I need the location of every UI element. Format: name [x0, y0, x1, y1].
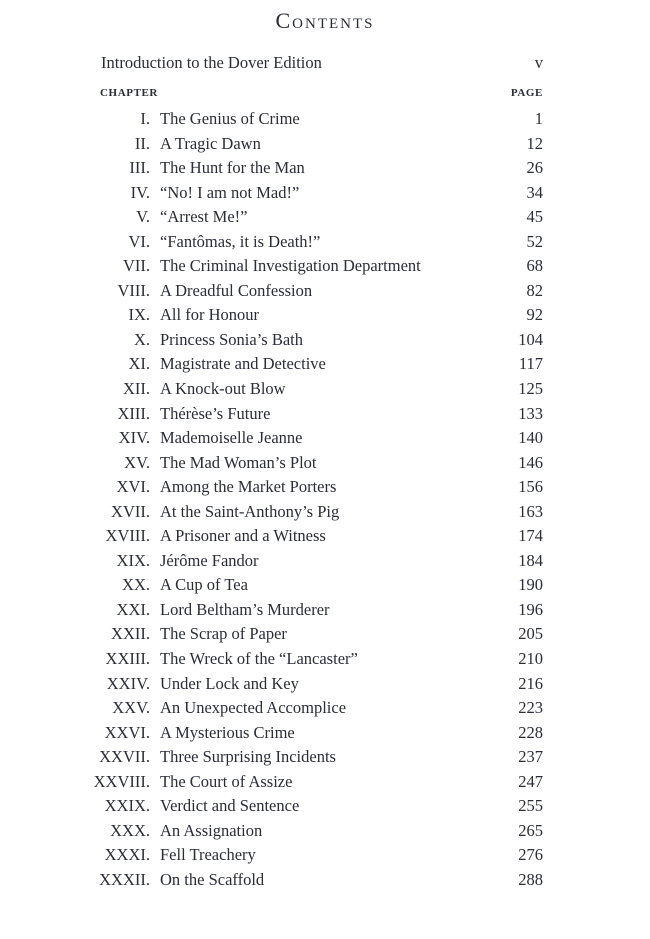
chapter-page-number: 140	[518, 428, 543, 448]
chapter-title: The Court of Assize	[160, 771, 293, 791]
chapter-numeral: XXXI.	[104, 845, 150, 865]
chapter-page-number: 146	[518, 452, 543, 472]
chapter-numeral: X.	[133, 329, 150, 349]
column-headers-row	[100, 87, 543, 99]
toc-row	[0, 205, 543, 230]
chapter-page-number: 190	[518, 575, 543, 595]
chapter-page-number: 104	[518, 329, 543, 349]
chapter-title: “No! I am not Mad!”	[160, 182, 300, 202]
chapter-page-number: 237	[518, 747, 543, 767]
chapter-title: A Prisoner and a Witness	[160, 526, 326, 546]
toc-row	[0, 107, 543, 132]
chapter-page-number: 210	[518, 649, 543, 669]
chapter-page-number: 174	[518, 526, 543, 546]
toc-row	[0, 475, 543, 500]
chapter-title: Verdict and Sentence	[160, 796, 300, 816]
chapter-page-number: 92	[526, 305, 543, 325]
chapter-numeral: XVIII.	[105, 526, 150, 546]
front-matter-row	[101, 53, 543, 73]
chapter-title: At the Saint-Anthony’s Pig	[160, 501, 340, 521]
chapter-page-number: 205	[518, 624, 543, 644]
toc-row	[0, 402, 543, 427]
chapter-title: A Mysterious Crime	[160, 722, 295, 742]
toc-row	[0, 156, 543, 181]
chapter-title: Under Lock and Key	[160, 673, 299, 693]
toc-row	[0, 132, 543, 157]
toc-row	[0, 451, 543, 476]
toc-row	[0, 549, 543, 574]
toc-row	[0, 181, 543, 206]
toc-row	[0, 524, 543, 549]
chapter-title: Three Surprising Incidents	[160, 747, 336, 767]
front-matter-label: Introduction to the Dover Edition	[101, 53, 322, 72]
chapter-title: An Unexpected Accomplice	[160, 698, 347, 718]
toc-row	[0, 770, 543, 795]
chapter-numeral: XIII.	[117, 403, 150, 423]
chapter-page-number: 34	[526, 182, 543, 202]
toc-row	[0, 500, 543, 525]
chapter-numeral: XXX.	[110, 820, 150, 840]
chapter-title: The Scrap of Paper	[160, 624, 287, 644]
toc-row	[0, 279, 543, 304]
toc-row	[0, 721, 543, 746]
page-title: Contents	[275, 8, 375, 33]
chapter-title: The Genius of Crime	[160, 109, 300, 128]
toc-row	[0, 745, 543, 770]
chapter-numeral: VIII.	[117, 280, 150, 300]
chapter-title: Princess Sonia’s Bath	[160, 329, 303, 349]
toc-row	[0, 352, 543, 377]
chapter-title: A Tragic Dawn	[160, 133, 261, 153]
chapter-title: Magistrate and Detective	[160, 354, 326, 374]
chapter-page-number: 117	[518, 354, 543, 374]
chapter-numeral: XXIV.	[106, 673, 150, 693]
chapter-numeral: I.	[140, 109, 150, 128]
chapter-title: The Wreck of the “Lancaster”	[160, 649, 358, 669]
chapter-title: Mademoiselle Jeanne	[160, 428, 303, 448]
chapter-numeral: IX.	[128, 305, 150, 325]
toc-row	[0, 672, 543, 697]
chapter-page-number: 223	[518, 698, 543, 718]
chapter-numeral: VII.	[122, 256, 150, 276]
chapter-title: On the Scaffold	[160, 869, 265, 889]
toc-row	[0, 598, 543, 623]
chapter-numeral: XXII.	[111, 624, 150, 644]
chapter-title: The Mad Woman’s Plot	[160, 452, 317, 472]
chapter-page-number: 1	[534, 109, 543, 128]
chapter-numeral: XIX.	[116, 550, 150, 570]
chapter-title: A Cup of Tea	[160, 575, 248, 595]
chapter-numeral: XXVIII.	[93, 771, 150, 791]
chapter-page-number: 265	[518, 820, 543, 840]
chapter-page-number: 255	[518, 796, 543, 816]
toc-row	[0, 819, 543, 844]
front-matter-page-number: v	[534, 53, 543, 72]
chapter-page-number: 125	[518, 379, 543, 399]
chapter-title: Jérôme Fandor	[160, 550, 259, 570]
chapter-numeral: II.	[134, 133, 150, 153]
toc-row	[0, 868, 543, 893]
chapter-numeral: XI.	[128, 354, 150, 374]
chapter-title: All for Honour	[160, 305, 259, 325]
chapter-title: “Arrest Me!”	[160, 207, 248, 227]
toc-row	[0, 647, 543, 672]
chapter-page-number: 276	[518, 845, 543, 865]
chapter-numeral: XX.	[122, 575, 150, 595]
chapter-title: Thérèse’s Future	[160, 403, 271, 423]
chapter-numeral: XXVII.	[99, 747, 150, 767]
chapter-page-number: 184	[518, 550, 543, 570]
chapter-page-number: 163	[518, 501, 543, 521]
toc-row	[0, 230, 543, 255]
chapter-numeral: XVI.	[116, 477, 150, 497]
toc-row	[0, 254, 543, 279]
chapter-title: “Fantômas, it is Death!”	[160, 231, 321, 251]
chapter-page-number: 26	[526, 158, 543, 178]
toc-row	[0, 426, 543, 451]
chapter-title: Among the Market Porters	[160, 477, 337, 497]
toc-row	[0, 622, 543, 647]
chapter-title: An Assignation	[160, 820, 263, 840]
chapter-page-number: 288	[518, 869, 543, 889]
chapter-title: Fell Treachery	[160, 845, 256, 865]
chapter-title: A Dreadful Confession	[160, 280, 313, 300]
chapter-numeral: XXIX.	[104, 796, 150, 816]
chapter-numeral: III.	[129, 158, 150, 178]
chapter-numeral: V.	[136, 207, 150, 227]
chapter-numeral: XVII.	[111, 501, 150, 521]
chapter-page-number: 196	[518, 599, 543, 619]
chapter-numeral: XXI.	[116, 599, 150, 619]
chapter-numeral: XXIII.	[105, 649, 150, 669]
chapter-page-number: 45	[526, 207, 543, 227]
chapter-page-number: 68	[526, 256, 543, 276]
page-column-header: PAGE	[510, 87, 543, 99]
chapter-column-header: CHAPTER	[100, 87, 158, 99]
toc-row	[0, 328, 543, 353]
chapter-title: The Criminal Investigation Department	[160, 256, 421, 276]
chapter-page-number: 52	[526, 231, 543, 251]
chapter-numeral: IV.	[130, 182, 150, 202]
chapter-page-number: 12	[526, 133, 543, 153]
chapter-page-number: 156	[518, 477, 543, 497]
chapter-page-number: 228	[518, 722, 543, 742]
chapter-page-number: 247	[518, 771, 543, 791]
chapter-numeral: XII.	[122, 379, 150, 399]
toc-row	[0, 303, 543, 328]
chapter-title: A Knock-out Blow	[160, 379, 286, 399]
toc-row	[0, 573, 543, 598]
chapter-numeral: XXXII.	[99, 869, 150, 889]
chapter-numeral: XIV.	[118, 428, 150, 448]
chapter-numeral: VI.	[128, 231, 150, 251]
toc-row	[0, 696, 543, 721]
chapter-numeral: XXV.	[112, 698, 150, 718]
chapter-page-number: 133	[518, 403, 543, 423]
chapter-title: Lord Beltham’s Murderer	[160, 599, 330, 619]
toc-row	[0, 843, 543, 868]
chapter-numeral: XV.	[124, 452, 150, 472]
chapter-page-number: 82	[526, 280, 543, 300]
chapter-title: The Hunt for the Man	[160, 158, 305, 178]
toc-row	[0, 377, 543, 402]
toc-row	[0, 794, 543, 819]
toc-list	[0, 107, 543, 893]
chapter-numeral: XXVI.	[104, 722, 150, 742]
chapter-page-number: 216	[518, 673, 543, 693]
